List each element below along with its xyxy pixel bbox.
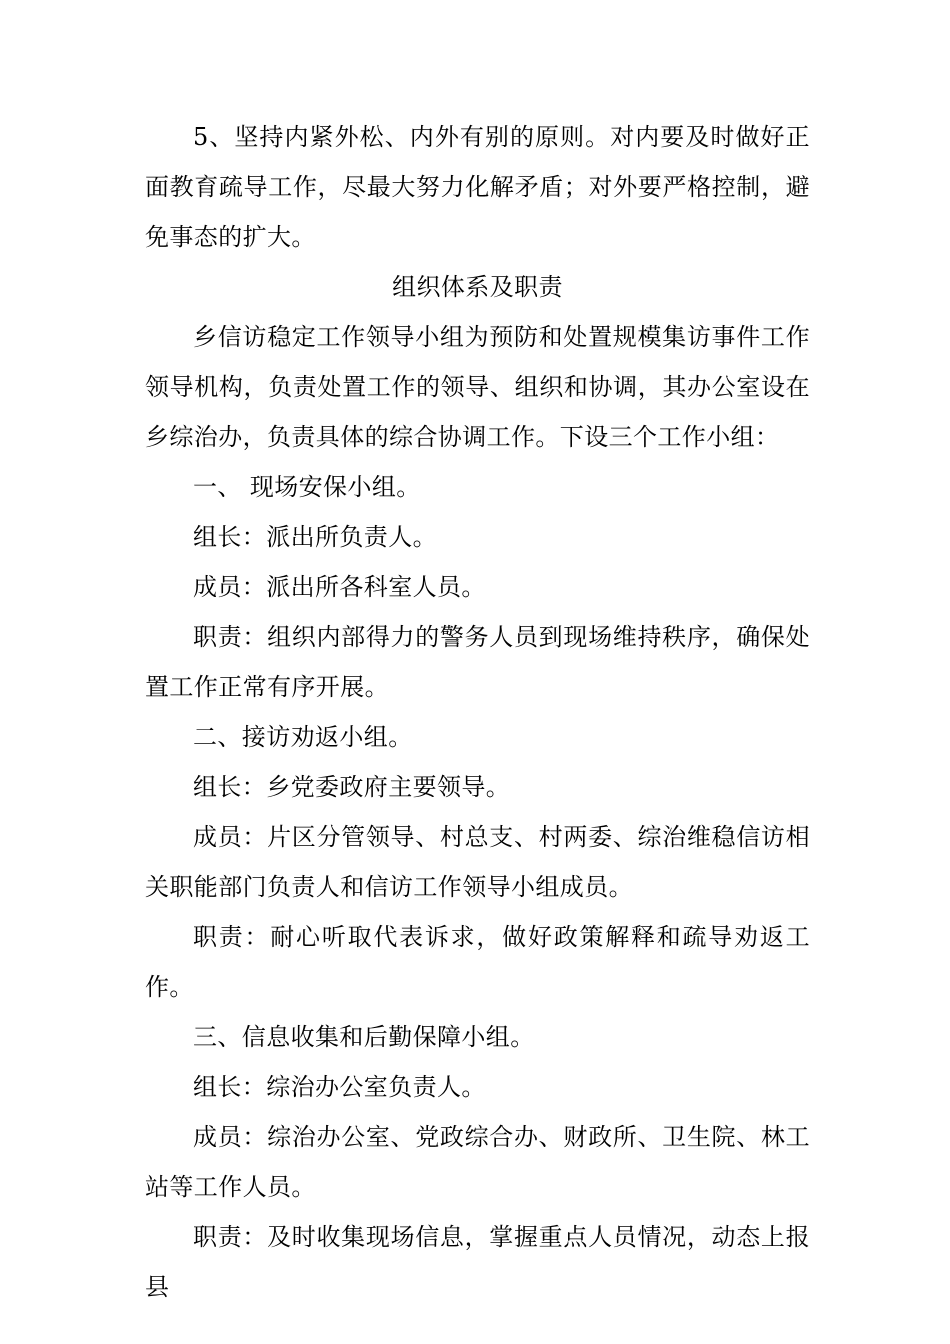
group-1-leader: 组长：派出所负责人。 (193, 523, 437, 551)
group-3-leader: 组长：综治办公室负责人。 (193, 1073, 486, 1101)
group-3-title: 三、信息收集和后勤保障小组。 (193, 1023, 535, 1051)
group-2-members: 成员：片区分管领导、村总支、村两委、综治维稳信访相关职能部门负责人和信访工作领导小组成员。 (145, 823, 810, 901)
document-body (145, 112, 810, 1312)
group-3-duties: 职责：及时收集现场信息，掌握重点人员情况，动态上报县 (145, 1223, 810, 1301)
group-1-members: 成员：派出所各科室人员。 (193, 573, 486, 601)
section-heading: 组织体系及职责 (392, 273, 563, 301)
paragraph-leadership: 乡信访稳定工作领导小组为预防和处置规模集访事件工作领导机构，负责处置工作的领导、组织和协调，其办公室设在乡综治办，负责具体的综合协调工作。下设三个工作小组： (145, 323, 810, 451)
group-1-title: 一、 现场安保小组。 (193, 473, 421, 501)
paragraph-principle-5: 5、坚持内紧外松、内外有别的原则。对内要及时做好正面教育疏导工作，尽最大努力化解矛盾；对外要严格控制，避免事态的扩大。 (145, 123, 810, 251)
group-3-members: 成员：综治办公室、党政综合办、财政所、卫生院、林工站等工作人员。 (145, 1123, 810, 1201)
group-2-duties: 职责：耐心听取代表诉求，做好政策解释和疏导劝返工作。 (145, 923, 810, 1001)
group-2-leader: 组长：乡党委政府主要领导。 (193, 773, 511, 801)
group-1-duties: 职责：组织内部得力的警务人员到现场维持秩序，确保处置工作正常有序开展。 (145, 623, 810, 701)
group-2-title: 二、接访劝返小组。 (193, 723, 413, 751)
